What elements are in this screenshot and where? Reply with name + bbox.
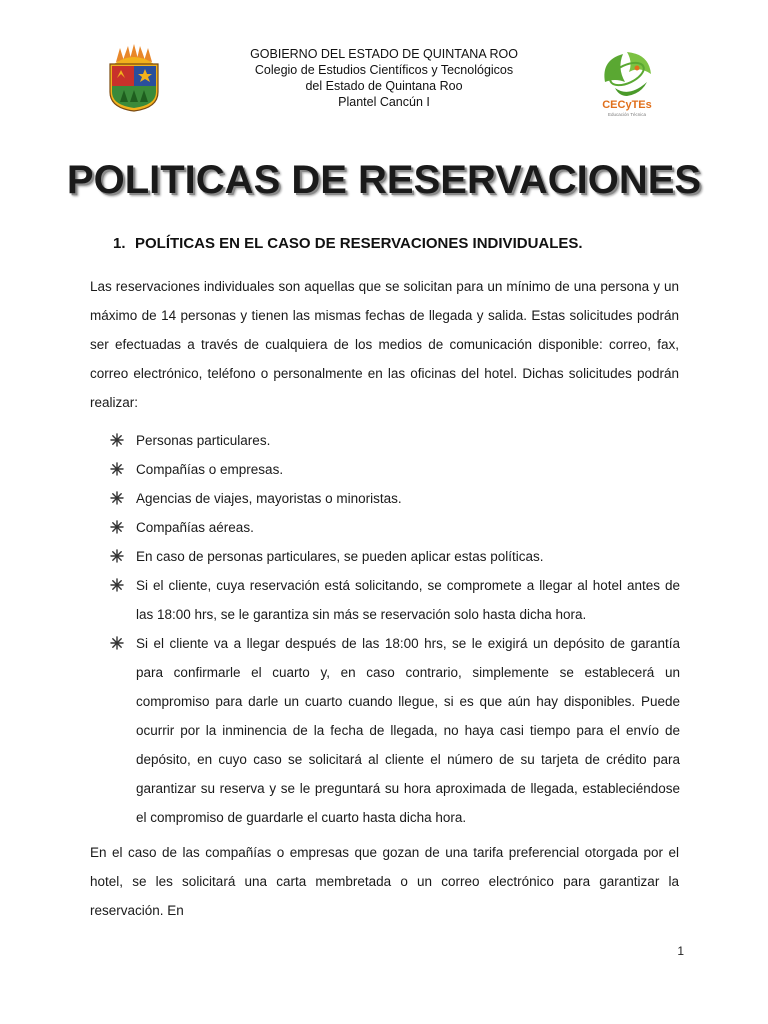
asterisk-bullet-icon <box>110 549 124 563</box>
paragraph-companies: En el caso de las compañías o empresas que gozan de una tarifa preferencial otorgada por el hotel, se les solicitará una carta membretada o un correo electrónico para garantizar la reservación. En <box>90 845 679 918</box>
list-item-text: Personas particulares. <box>136 433 271 448</box>
list-item-text: Agencias de viajes, mayoristas o minoristas. <box>136 491 402 506</box>
cecytes-logo-icon <box>597 48 657 118</box>
section-number: 1. <box>113 235 126 252</box>
header-line-1: GOBIERNO DEL ESTADO DE QUINTANA ROO <box>250 47 518 61</box>
header-line-4: Plantel Cancún I <box>338 95 430 109</box>
institution-header <box>220 46 548 110</box>
asterisk-bullet-icon <box>110 462 124 476</box>
asterisk-bullet-icon <box>110 520 124 534</box>
section-heading <box>113 235 713 252</box>
list-item-text: En caso de personas particulares, se pueden aplicar estas políticas. <box>136 549 544 564</box>
logo-wordmark: CECyTEs <box>602 99 652 111</box>
asterisk-bullet-icon <box>110 578 124 592</box>
list-item <box>110 426 680 455</box>
header-line-3: del Estado de Quintana Roo <box>305 79 463 93</box>
list-item <box>110 629 680 832</box>
header-line-2: Colegio de Estudios Científicos y Tecnológicos <box>254 63 514 77</box>
list-item <box>110 455 680 484</box>
page-title: POLITICAS DE RESERVACIONES <box>66 158 702 202</box>
asterisk-bullet-icon <box>110 433 124 447</box>
list-item <box>110 484 680 513</box>
list-item-text: Compañías aéreas. <box>136 520 254 535</box>
list-item <box>110 571 680 629</box>
list-item-text: Si el cliente va a llegar después de las 18:00 hrs, se le exigirá un depósito de garantía para confirmarle el cuarto y, en caso contrario, simplemente se establecerá un compromiso para darle un cuarto cuando llegue, si es que aún hay disponibles. Puede ocurrir por la inminencia de la fecha de llegada, no haya casi tiempo para el envío de depósito, en cuyo caso se solicitará al cliente el número de su tarjeta de crédito para garantizar su reserva y se le preguntará su hora aproximada de llegada, estableciéndose el compromiso de guardarle el cuarto hasta dicha hora. <box>136 636 680 825</box>
coat-of-arms-icon <box>106 44 162 112</box>
bullet-list <box>110 426 680 832</box>
paragraph-intro: Las reservaciones individuales son aquellas que se solicitan para un mínimo de una persona y un máximo de 14 personas y tienen las mismas fechas de llegada y salida. Estas solicitudes podrán ser efectuadas a través de cualquiera de los medios de comunicación disponible: correo, fax, correo electrónico, teléfono o personalmente en las oficinas del hotel. Dichas solicitudes podrán realizar: <box>90 279 679 410</box>
list-item-text: Compañías o empresas. <box>136 462 284 477</box>
asterisk-bullet-icon <box>110 636 124 650</box>
logo-subtext: Educación Técnica <box>608 112 646 117</box>
list-item <box>110 542 680 571</box>
list-item-text: Si el cliente, cuya reservación está solicitando, se compromete a llegar al hotel antes de las 18:00 hrs, se le garantiza sin más se reservación solo hasta dicha hora. <box>136 578 680 622</box>
section-heading-text: POLÍTICAS EN EL CASO DE RESERVACIONES INDIVIDUALES. <box>135 235 583 252</box>
asterisk-bullet-icon <box>110 491 124 505</box>
list-item <box>110 513 680 542</box>
page-number: 1 <box>677 944 684 958</box>
